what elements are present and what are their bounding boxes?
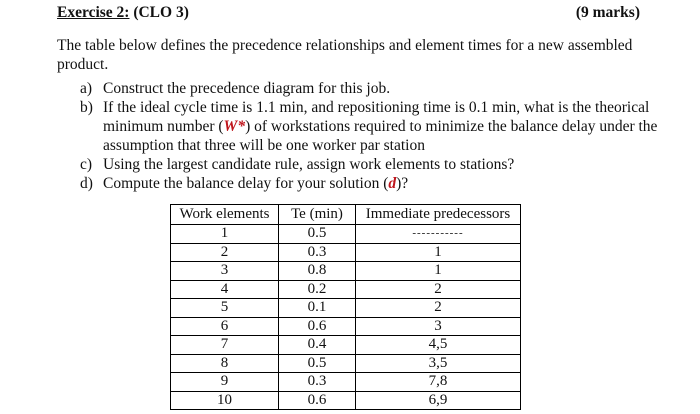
- table-cell: 0.6: [279, 391, 356, 410]
- table-cell: 0.5: [279, 354, 356, 373]
- exercise-title: [57, 4, 189, 22]
- table-cell: 3,5: [356, 354, 521, 373]
- question-text: Construct the precedence diagram for this job.: [103, 80, 391, 97]
- table-cell: 0.5: [279, 225, 356, 244]
- table-cell: 10: [171, 391, 279, 410]
- exercise-label: Exercise 2:: [57, 4, 130, 21]
- exercise-header: [57, 4, 640, 24]
- table-cell: 5: [171, 299, 279, 318]
- table-cell: 7,8: [356, 373, 521, 392]
- table-row: [171, 225, 521, 244]
- clo-label: (CLO 3): [133, 4, 189, 21]
- column-header: Te (min): [279, 205, 356, 225]
- table-cell: 0.1: [279, 299, 356, 318]
- intro-text: The table below defines the precedence relationships and element times for a new assembled product.: [57, 37, 633, 73]
- table-cell: 7: [171, 336, 279, 355]
- table-row: [171, 262, 521, 281]
- table-row: [171, 354, 521, 373]
- table-cell: 3: [171, 262, 279, 281]
- table-cell: 4: [171, 280, 279, 299]
- question-label: c): [80, 156, 93, 173]
- table-cell: 4,5: [356, 336, 521, 355]
- table-cell: 9: [171, 373, 279, 392]
- question-item: [57, 174, 667, 193]
- question-text-before: If the ideal cycle time is 1.1 min, and repositioning time is 0.1 min, what is the theorical minimum number (: [103, 99, 650, 135]
- table-cell: 0.2: [279, 280, 356, 299]
- table-cell: 0.6: [279, 317, 356, 336]
- question-text-before: Compute the balance delay for your solution (: [103, 175, 389, 192]
- table-row: [171, 336, 521, 355]
- table-cell: 8: [171, 354, 279, 373]
- table-cell: 0.3: [279, 243, 356, 262]
- table-row: [171, 280, 521, 299]
- question-text: Using the largest candidate rule, assign work elements to stations?: [103, 156, 515, 173]
- table-row: [171, 243, 521, 262]
- precedence-table: [170, 204, 521, 410]
- table-cell: 6,9: [356, 391, 521, 410]
- question-list: [57, 79, 667, 193]
- table-row: [171, 373, 521, 392]
- question-item: [57, 79, 667, 98]
- table-row: [171, 391, 521, 410]
- table-cell: -----------: [356, 225, 521, 244]
- table-cell: 0.8: [279, 262, 356, 281]
- table-cell: 2: [171, 243, 279, 262]
- question-text-after: )?: [396, 175, 409, 192]
- table-row: [171, 317, 521, 336]
- table-cell: 1: [356, 262, 521, 281]
- table-cell: 0.4: [279, 336, 356, 355]
- table-cell: 3: [356, 317, 521, 336]
- table-header-row: [171, 205, 521, 225]
- question-label: d): [80, 175, 93, 192]
- table-cell: 2: [356, 280, 521, 299]
- column-header: Immediate predecessors: [356, 205, 521, 225]
- symbol-d: d: [388, 175, 397, 192]
- table-cell: 6: [171, 317, 279, 336]
- question-item: [57, 98, 667, 155]
- symbol-w-star: W*: [223, 118, 246, 135]
- question-label: b): [80, 99, 93, 116]
- table-cell: 1: [171, 225, 279, 244]
- column-header: Work elements: [171, 205, 279, 225]
- table-cell: 2: [356, 299, 521, 318]
- marks-label: (9 marks): [575, 4, 640, 21]
- table-cell: 1: [356, 243, 521, 262]
- table-cell: 0.3: [279, 373, 356, 392]
- question-text-after: ) of workstations required to minimize the balance delay under the assumption that three will be one worker par station: [103, 118, 658, 154]
- question-item: [57, 155, 667, 174]
- question-label: a): [80, 80, 93, 97]
- table-row: [171, 299, 521, 318]
